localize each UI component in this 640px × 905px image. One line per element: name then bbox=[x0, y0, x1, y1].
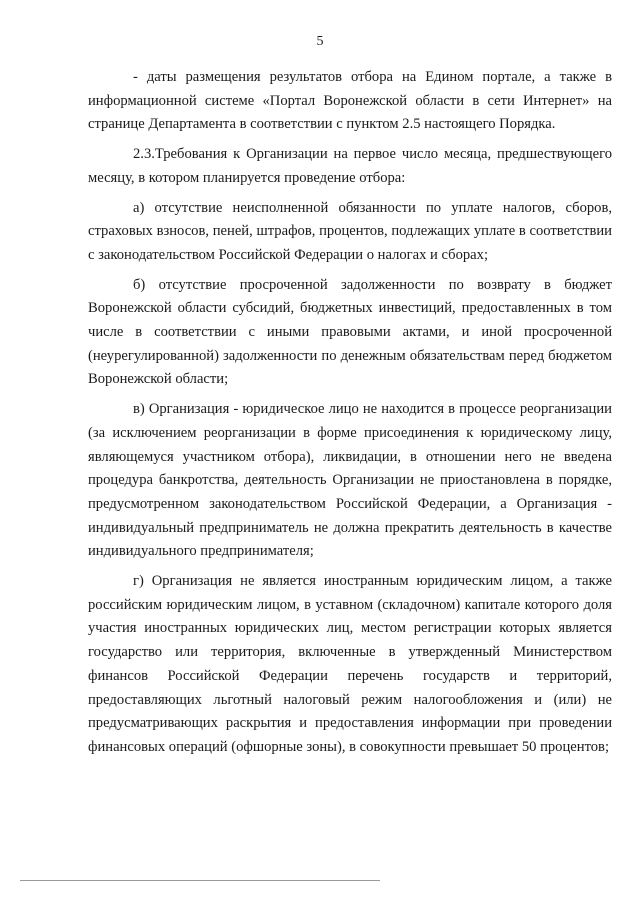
paragraph-item-b: б) отсутствие просроченной задолженности по возврату в бюджет Воронежской области субсидий, бюджетных инвестиций, предоставленных в том числе в соответствии с иными правовыми актами, и иной просроченной (неурегулированной) задолженности по денежным обязательствам перед бюджетом Воронежской области; bbox=[88, 276, 612, 388]
document-body bbox=[88, 66, 612, 766]
paragraph-item-v: в) Организация - юридическое лицо не находится в процессе реорганизации (за исключением реорганизации в форме присоединения к юридическому лицу, являющемуся участником отбора), ликвидации, в отношении него не введена процедура банкротства, деятельность Организации не приостановлена в порядке, предусмотренном законодательством Российской Федерации, а Организация - индивидуальный предприниматель не должна прекратить деятельность в качестве индивидуального предпринимателя; bbox=[88, 401, 612, 560]
scan-edge-line bbox=[20, 880, 380, 881]
paragraph-item-g: г) Организация не является иностранным юридическим лицом, а также российским юридическим лицом, в уставном (складочном) капитале которого доля участия иностранных юридических лиц, местом регистрации которых является государство или территория, включенные в утвержденный Министерством финансов Российской Федерации перечень государств и территорий, предоставляющих льготный налоговый режим налогообложения и (или) не предусматривающих раскрытия и предоставления информации при проведении финансовых операций (офшорные зоны), в совокупности превышает 50 процентов; bbox=[88, 573, 612, 755]
page-number: 5 bbox=[316, 34, 324, 49]
paragraph-requirements-heading: 2.3.Требования к Организации на первое число месяца, предшествующего месяцу, в котором планируется проведение отбора: bbox=[88, 146, 612, 186]
paragraph-publication-dates: - даты размещения результатов отбора на Едином портале, а также в информационной системе «Портал Воронежской области в сети Интернет» на странице Департамента в соответствии с пунктом 2.5 настоящего Порядка. bbox=[88, 69, 612, 133]
paragraph-item-a: а) отсутствие неисполненной обязанности по уплате налогов, сборов, страховых взносов, пеней, штрафов, процентов, подлежащих уплате в соответствии с законодательством Российской Федерации о налогах и сборах; bbox=[88, 199, 612, 263]
